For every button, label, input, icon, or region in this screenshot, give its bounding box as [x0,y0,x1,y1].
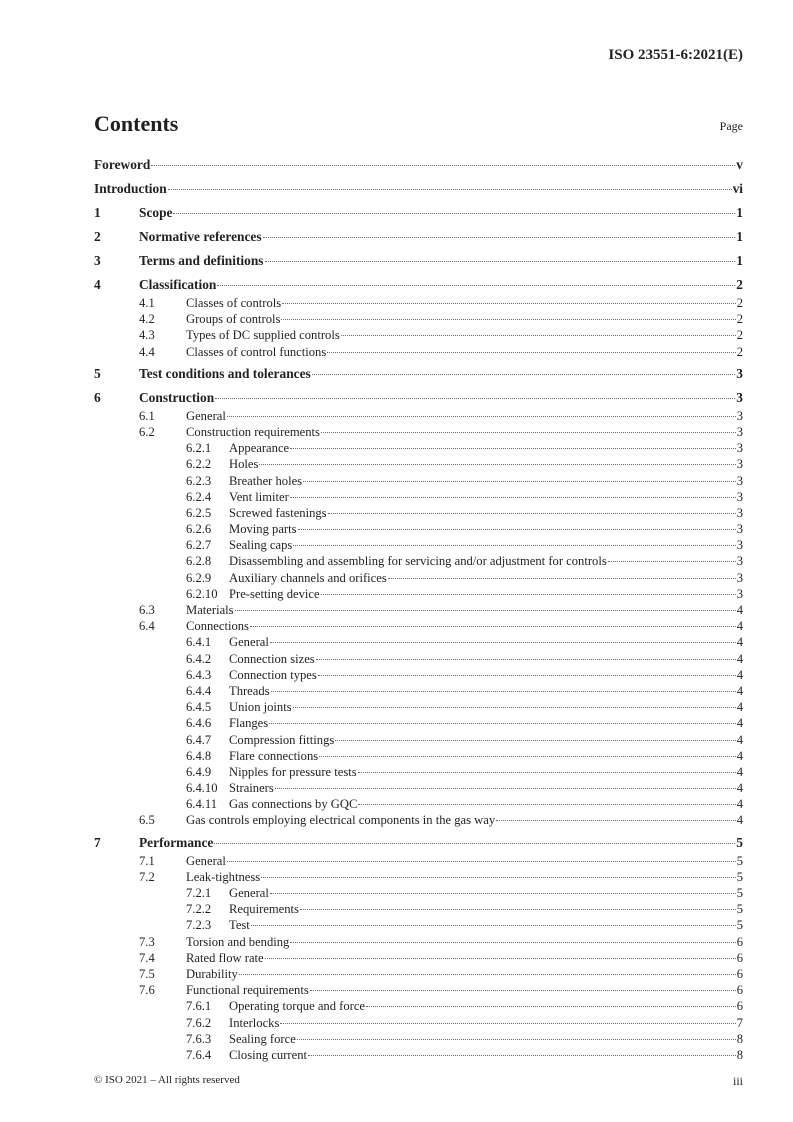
toc-entry-number: 7.2.3 [186,918,212,933]
dot-leader [318,674,736,676]
toc-entry-title[interactable]: Flanges [229,716,269,731]
toc-entry[interactable] [94,667,743,683]
dot-leader [308,1054,736,1056]
toc-entry[interactable] [94,998,743,1014]
toc-entry-title[interactable]: Threads [229,683,270,698]
dot-leader [321,431,736,433]
dot-leader [265,957,736,959]
toc-entry-page[interactable]: 5 [736,918,743,933]
toc-entry-page[interactable]: 6 [736,950,743,965]
toc-entry-title[interactable]: Leak-tightness [186,869,261,884]
toc-entry-page[interactable]: 4 [736,764,743,779]
toc-entry[interactable] [94,699,743,715]
toc-entry-page[interactable]: 4 [736,667,743,682]
toc-entry-title[interactable]: Pre-setting device [229,586,320,601]
toc-entry-page[interactable]: 4 [736,603,743,617]
toc-entry[interactable] [94,618,743,634]
toc-entry-title[interactable]: Moving parts [229,522,297,537]
toc-entry-number: 7.6 [139,983,155,998]
toc-entry-title[interactable]: Normative references [139,229,262,244]
toc-entry-number: 6.2.7 [186,538,212,553]
toc-entry-title[interactable]: Sealing force [229,1031,296,1046]
toc-entry-page[interactable]: 5 [736,902,743,917]
toc-entry-title[interactable]: Test [229,918,250,933]
toc-entry[interactable] [94,388,743,408]
toc-entry-number: 7.2.1 [186,886,212,900]
dot-leader [496,819,736,821]
toc-entry-title[interactable]: Disassembling and assembling for servicing and/or adjustment for controls [229,554,607,569]
dot-leader [388,577,736,579]
toc-entry-number: 4.4 [139,344,155,359]
toc-entry-title[interactable]: Screwed fastenings [229,505,327,520]
dot-leader [300,908,736,910]
toc-entry-title[interactable]: Compression fittings [229,732,335,747]
toc-entry-number: 6.2.2 [186,457,212,472]
toc-entry-title[interactable]: Connection types [229,667,317,682]
toc-entry[interactable] [94,950,743,966]
toc-entry-number: 6.1 [139,408,155,423]
toc-entry-number: 6.4 [139,619,155,634]
toc-entry-page[interactable]: 3 [736,389,743,405]
toc-entry[interactable] [94,934,743,950]
toc-entry-page[interactable]: 4 [736,716,743,731]
toc-entry-page[interactable]: 4 [736,619,743,634]
footer-copyright: © ISO 2021 – All rights reserved [94,1074,240,1086]
toc-entry-title[interactable]: Construction requirements [186,424,320,439]
toc-entry-title[interactable]: Construction [139,389,215,405]
dot-leader [215,397,735,399]
toc-entry[interactable] [94,885,743,901]
dot-leader [173,212,735,214]
toc-entry-title[interactable]: Scope [139,205,173,220]
toc-entry-page[interactable]: 2 [736,312,743,327]
page-title: Contents [94,111,179,136]
toc-entry[interactable] [94,651,743,667]
toc-entry[interactable] [94,796,743,812]
dot-leader [168,188,732,190]
toc-entry-number: 6.2.1 [186,441,212,456]
dot-leader [259,463,735,465]
toc-entry-number: 7.4 [139,950,155,965]
toc-entry-title[interactable]: Appearance [229,441,290,456]
toc-entry-page[interactable]: 3 [736,408,743,423]
toc-entry-title[interactable]: Gas controls employing electrical components in the gas way [186,813,496,828]
toc-entry-page[interactable]: 8 [736,1031,743,1046]
toc-entry-page[interactable]: 1 [736,205,743,220]
toc-entry[interactable] [94,424,743,440]
toc-entry-title[interactable]: Terms and definitions [139,253,264,268]
toc-entry-title[interactable]: Introduction [94,181,167,196]
toc-entry-page[interactable]: 3 [736,554,743,569]
toc-entry-title[interactable]: Test conditions and tolerances [139,365,311,381]
document-id: ISO 23551-6:2021(E) [608,47,743,63]
toc-entry-page[interactable]: 4 [736,635,743,650]
toc-entry[interactable] [94,901,743,917]
toc-entry-number: 6.4.4 [186,683,212,698]
toc-entry[interactable] [94,408,743,424]
toc-entry-number: 7.2 [139,869,155,884]
toc-entry-number: 6.2.8 [186,554,212,569]
toc-entry-page[interactable]: 3 [736,522,743,537]
dot-leader [235,609,736,611]
toc-entry-title[interactable]: Classes of controls [186,296,282,310]
toc-entry[interactable] [94,505,743,521]
toc-entry-number: 6.4.1 [186,635,212,650]
dot-leader [261,876,736,878]
toc-entry-title[interactable]: Performance [139,834,214,850]
toc-entry[interactable] [94,203,743,223]
toc-entry-number: 7.6.4 [186,1047,212,1062]
dot-leader [297,1038,736,1040]
dot-leader [303,480,736,482]
toc-entry-page[interactable]: 1 [736,229,743,244]
toc-entry-number: 6.4.2 [186,651,212,666]
toc-entry-page[interactable]: 5 [736,853,743,868]
toc-entry-title[interactable]: Sealing caps [229,538,293,553]
toc-entry-number: 6.3 [139,603,155,617]
toc-entry-number: 6.4.7 [186,732,212,747]
toc-entry[interactable] [94,275,743,295]
toc-entry-page[interactable]: 3 [736,473,743,488]
toc-entry-page[interactable]: 2 [736,344,743,359]
toc-entry[interactable] [94,982,743,998]
toc-entry-page[interactable]: 4 [736,683,743,698]
toc-entry-page[interactable]: 4 [736,700,743,715]
toc-entry-page[interactable]: 3 [736,570,743,585]
toc-entry-page[interactable]: 4 [736,651,743,666]
toc-entry[interactable] [94,1015,743,1031]
toc-entry[interactable] [94,586,743,602]
toc-entry-title[interactable]: Durability [186,966,238,981]
toc-entry-number: 4.3 [139,328,155,343]
toc-entry-number: 7.1 [139,853,155,868]
dot-leader [608,560,736,562]
toc-entry-page[interactable]: 3 [736,365,743,381]
toc-entry-number: 6.5 [139,813,155,828]
dot-leader [281,318,735,320]
dot-leader [316,658,736,660]
dot-leader [250,625,736,627]
toc-entry-title[interactable]: Classification [139,277,217,292]
toc-entry-page[interactable]: 5 [736,886,743,900]
dot-leader [269,722,736,724]
toc-entry[interactable] [94,683,743,699]
dot-leader [271,690,736,692]
toc-entry-title[interactable]: Connection sizes [229,651,315,666]
toc-entry-number: 6.2.3 [186,473,212,488]
dot-leader [335,739,735,741]
toc-entry-number: 3 [94,253,101,268]
toc-entry-title[interactable]: Requirements [229,902,299,917]
dot-leader [251,924,736,926]
toc-entry[interactable] [94,1047,743,1063]
toc-entry-number: 6.4.5 [186,700,212,715]
toc-entry-page[interactable]: 5 [736,834,743,850]
toc-entry-title[interactable]: Groups of controls [186,312,281,327]
toc-entry[interactable] [94,764,743,780]
toc-entry[interactable] [94,489,743,505]
toc-entry[interactable] [94,602,743,618]
toc-entry-number: 7.2.2 [186,902,212,917]
toc-entry-title[interactable]: Types of DC supplied controls [186,328,340,343]
toc-entry[interactable] [94,537,743,553]
toc-entry-number: 6.4.10 [186,781,218,796]
toc-entry-number: 6.2.10 [186,586,218,601]
toc-entry[interactable] [94,251,743,271]
toc-entry-title[interactable]: Closing current [229,1047,307,1062]
table-of-contents [94,155,743,1063]
toc-entry[interactable] [94,853,743,869]
toc-entry-title[interactable]: Materials [186,603,234,617]
toc-entry-number: 7 [94,834,101,850]
toc-entry[interactable] [94,227,743,247]
toc-entry-page[interactable]: 4 [736,781,743,796]
toc-entry[interactable] [94,440,743,456]
dot-leader [293,544,735,546]
toc-entry-number: 5 [94,365,101,381]
toc-entry-page[interactable]: 4 [736,797,743,812]
toc-entry-title[interactable]: Union joints [229,700,292,715]
toc-entry-number: 1 [94,205,101,220]
dot-leader [358,771,736,773]
toc-entry-title[interactable]: Auxiliary channels and orifices [229,570,387,585]
dot-leader [280,1022,735,1024]
dot-leader [282,302,736,304]
toc-entry-title[interactable]: Strainers [229,781,274,796]
toc-entry-number: 4.1 [139,296,155,310]
toc-entry-page[interactable]: 1 [736,253,743,268]
toc-entry[interactable] [94,812,743,828]
toc-entry-title[interactable]: Operating torque and force [229,999,366,1014]
page-column-label: Page [719,119,743,133]
dot-leader [293,706,736,708]
toc-entry-title[interactable]: General [229,886,269,900]
toc-entry-page[interactable]: 4 [736,813,743,828]
toc-entry-title[interactable]: General [186,408,226,423]
dot-leader [227,415,736,417]
dot-leader [312,373,736,375]
toc-entry[interactable] [94,179,743,199]
toc-entry-page[interactable]: v [736,157,743,172]
toc-entry-page[interactable]: 6 [736,966,743,981]
toc-entry-number: 6 [94,389,101,405]
toc-entry[interactable] [94,780,743,796]
dot-leader [290,496,736,498]
toc-entry-page[interactable]: 6 [736,999,743,1014]
dot-leader [290,447,736,449]
toc-entry-page[interactable]: 5 [736,869,743,884]
toc-entry[interactable] [94,715,743,731]
toc-entry-title[interactable]: Functional requirements [186,983,309,998]
toc-entry-number: 6.4.3 [186,667,212,682]
toc-entry-page[interactable]: 8 [736,1047,743,1062]
toc-entry-number: 7.6.3 [186,1031,212,1046]
toc-entry[interactable] [94,748,743,764]
toc-entry-page[interactable]: vi [732,181,743,196]
toc-entry-number: 2 [94,229,101,244]
toc-entry[interactable] [94,869,743,885]
dot-leader [263,236,736,238]
toc-entry-number: 6.4.9 [186,764,212,779]
toc-entry-number: 7.5 [139,966,155,981]
toc-entry-title[interactable]: Vent limiter [229,489,289,504]
dot-leader [217,284,735,286]
toc-entry-page[interactable]: 2 [736,328,743,343]
toc-entry-title[interactable]: General [186,853,226,868]
toc-entry[interactable] [94,311,743,327]
footer-page-number: iii [732,1074,743,1088]
dot-leader [214,842,735,844]
toc-entry-number: 6.4.6 [186,716,212,731]
toc-entry[interactable] [94,634,743,650]
toc-entry[interactable] [94,155,743,175]
toc-entry-page[interactable]: 3 [736,424,743,439]
toc-entry-number: 7.6.1 [186,999,212,1014]
dot-leader [366,1005,736,1007]
toc-entry-title[interactable]: Classes of control functions [186,344,327,359]
toc-entry[interactable] [94,732,743,748]
toc-entry-title[interactable]: Rated flow rate [186,950,264,965]
toc-entry[interactable] [94,570,743,586]
dot-leader [328,512,736,514]
toc-entry-number: 4 [94,277,101,292]
toc-entry-number: 6.2.6 [186,522,212,537]
toc-entry-number: 6.2.5 [186,505,212,520]
dot-leader [290,941,735,943]
toc-entry[interactable] [94,553,743,569]
dot-leader [265,260,736,262]
dot-leader [321,593,736,595]
dot-leader [239,973,736,975]
toc-entry-title[interactable]: Holes [229,457,259,472]
toc-entry-page[interactable]: 4 [736,732,743,747]
toc-entry-number: 4.2 [139,312,155,327]
dot-leader [270,641,736,643]
dot-leader [227,860,736,862]
dot-leader [341,334,736,336]
toc-entry-number: 6.4.8 [186,748,212,763]
dot-leader [319,755,736,757]
toc-entry[interactable] [94,327,743,343]
toc-entry-page[interactable]: 7 [736,1015,743,1030]
toc-entry-number: 6.2.9 [186,570,212,585]
toc-entry[interactable] [94,295,743,311]
toc-entry-page[interactable]: 2 [736,277,743,292]
toc-entry-title[interactable]: Flare connections [229,748,319,763]
toc-entry-number: 6.4.11 [186,797,218,812]
toc-entry-title[interactable]: Nipples for pressure tests [229,764,357,779]
dot-leader [151,164,735,166]
toc-entry-title[interactable]: Torsion and bending [186,934,290,949]
toc-entry-title[interactable]: Foreword [94,157,151,172]
toc-entry-number: 6.2 [139,424,155,439]
toc-entry-page[interactable]: 3 [736,489,743,504]
toc-entry[interactable] [94,456,743,472]
toc-entry-number: 7.3 [139,934,155,949]
toc-entry-page[interactable]: 4 [736,748,743,763]
dot-leader [327,351,735,353]
toc-entry-title[interactable]: Gas connections by GQC [229,797,358,812]
toc-entry[interactable] [94,1031,743,1047]
toc-entry-title[interactable]: Breather holes [229,473,303,488]
toc-entry[interactable] [94,521,743,537]
toc-entry-number: 6.2.4 [186,489,212,504]
toc-entry-number: 7.6.2 [186,1015,212,1030]
toc-entry[interactable] [94,917,743,933]
toc-entry[interactable] [94,364,743,384]
toc-entry-page[interactable]: 6 [736,983,743,998]
toc-entry-page[interactable]: 3 [736,538,743,553]
toc-entry-title[interactable]: Interlocks [229,1015,280,1030]
toc-entry-page[interactable]: 3 [736,441,743,456]
dot-leader [310,989,736,991]
dot-leader [358,803,735,805]
toc-entry-page[interactable]: 3 [736,457,743,472]
toc-entry-page[interactable]: 2 [736,296,743,310]
toc-entry-page[interactable]: 6 [736,934,743,949]
toc-entry[interactable] [94,344,743,360]
toc-entry-page[interactable]: 3 [736,586,743,601]
toc-entry-title[interactable]: General [229,635,269,650]
toc-entry-title[interactable]: Connections [186,619,249,634]
dot-leader [275,787,736,789]
dot-leader [298,528,736,530]
dot-leader [270,892,736,894]
toc-entry[interactable] [94,473,743,489]
toc-entry[interactable] [94,966,743,982]
toc-entry-page[interactable]: 3 [736,505,743,520]
toc-entry[interactable] [94,833,743,853]
